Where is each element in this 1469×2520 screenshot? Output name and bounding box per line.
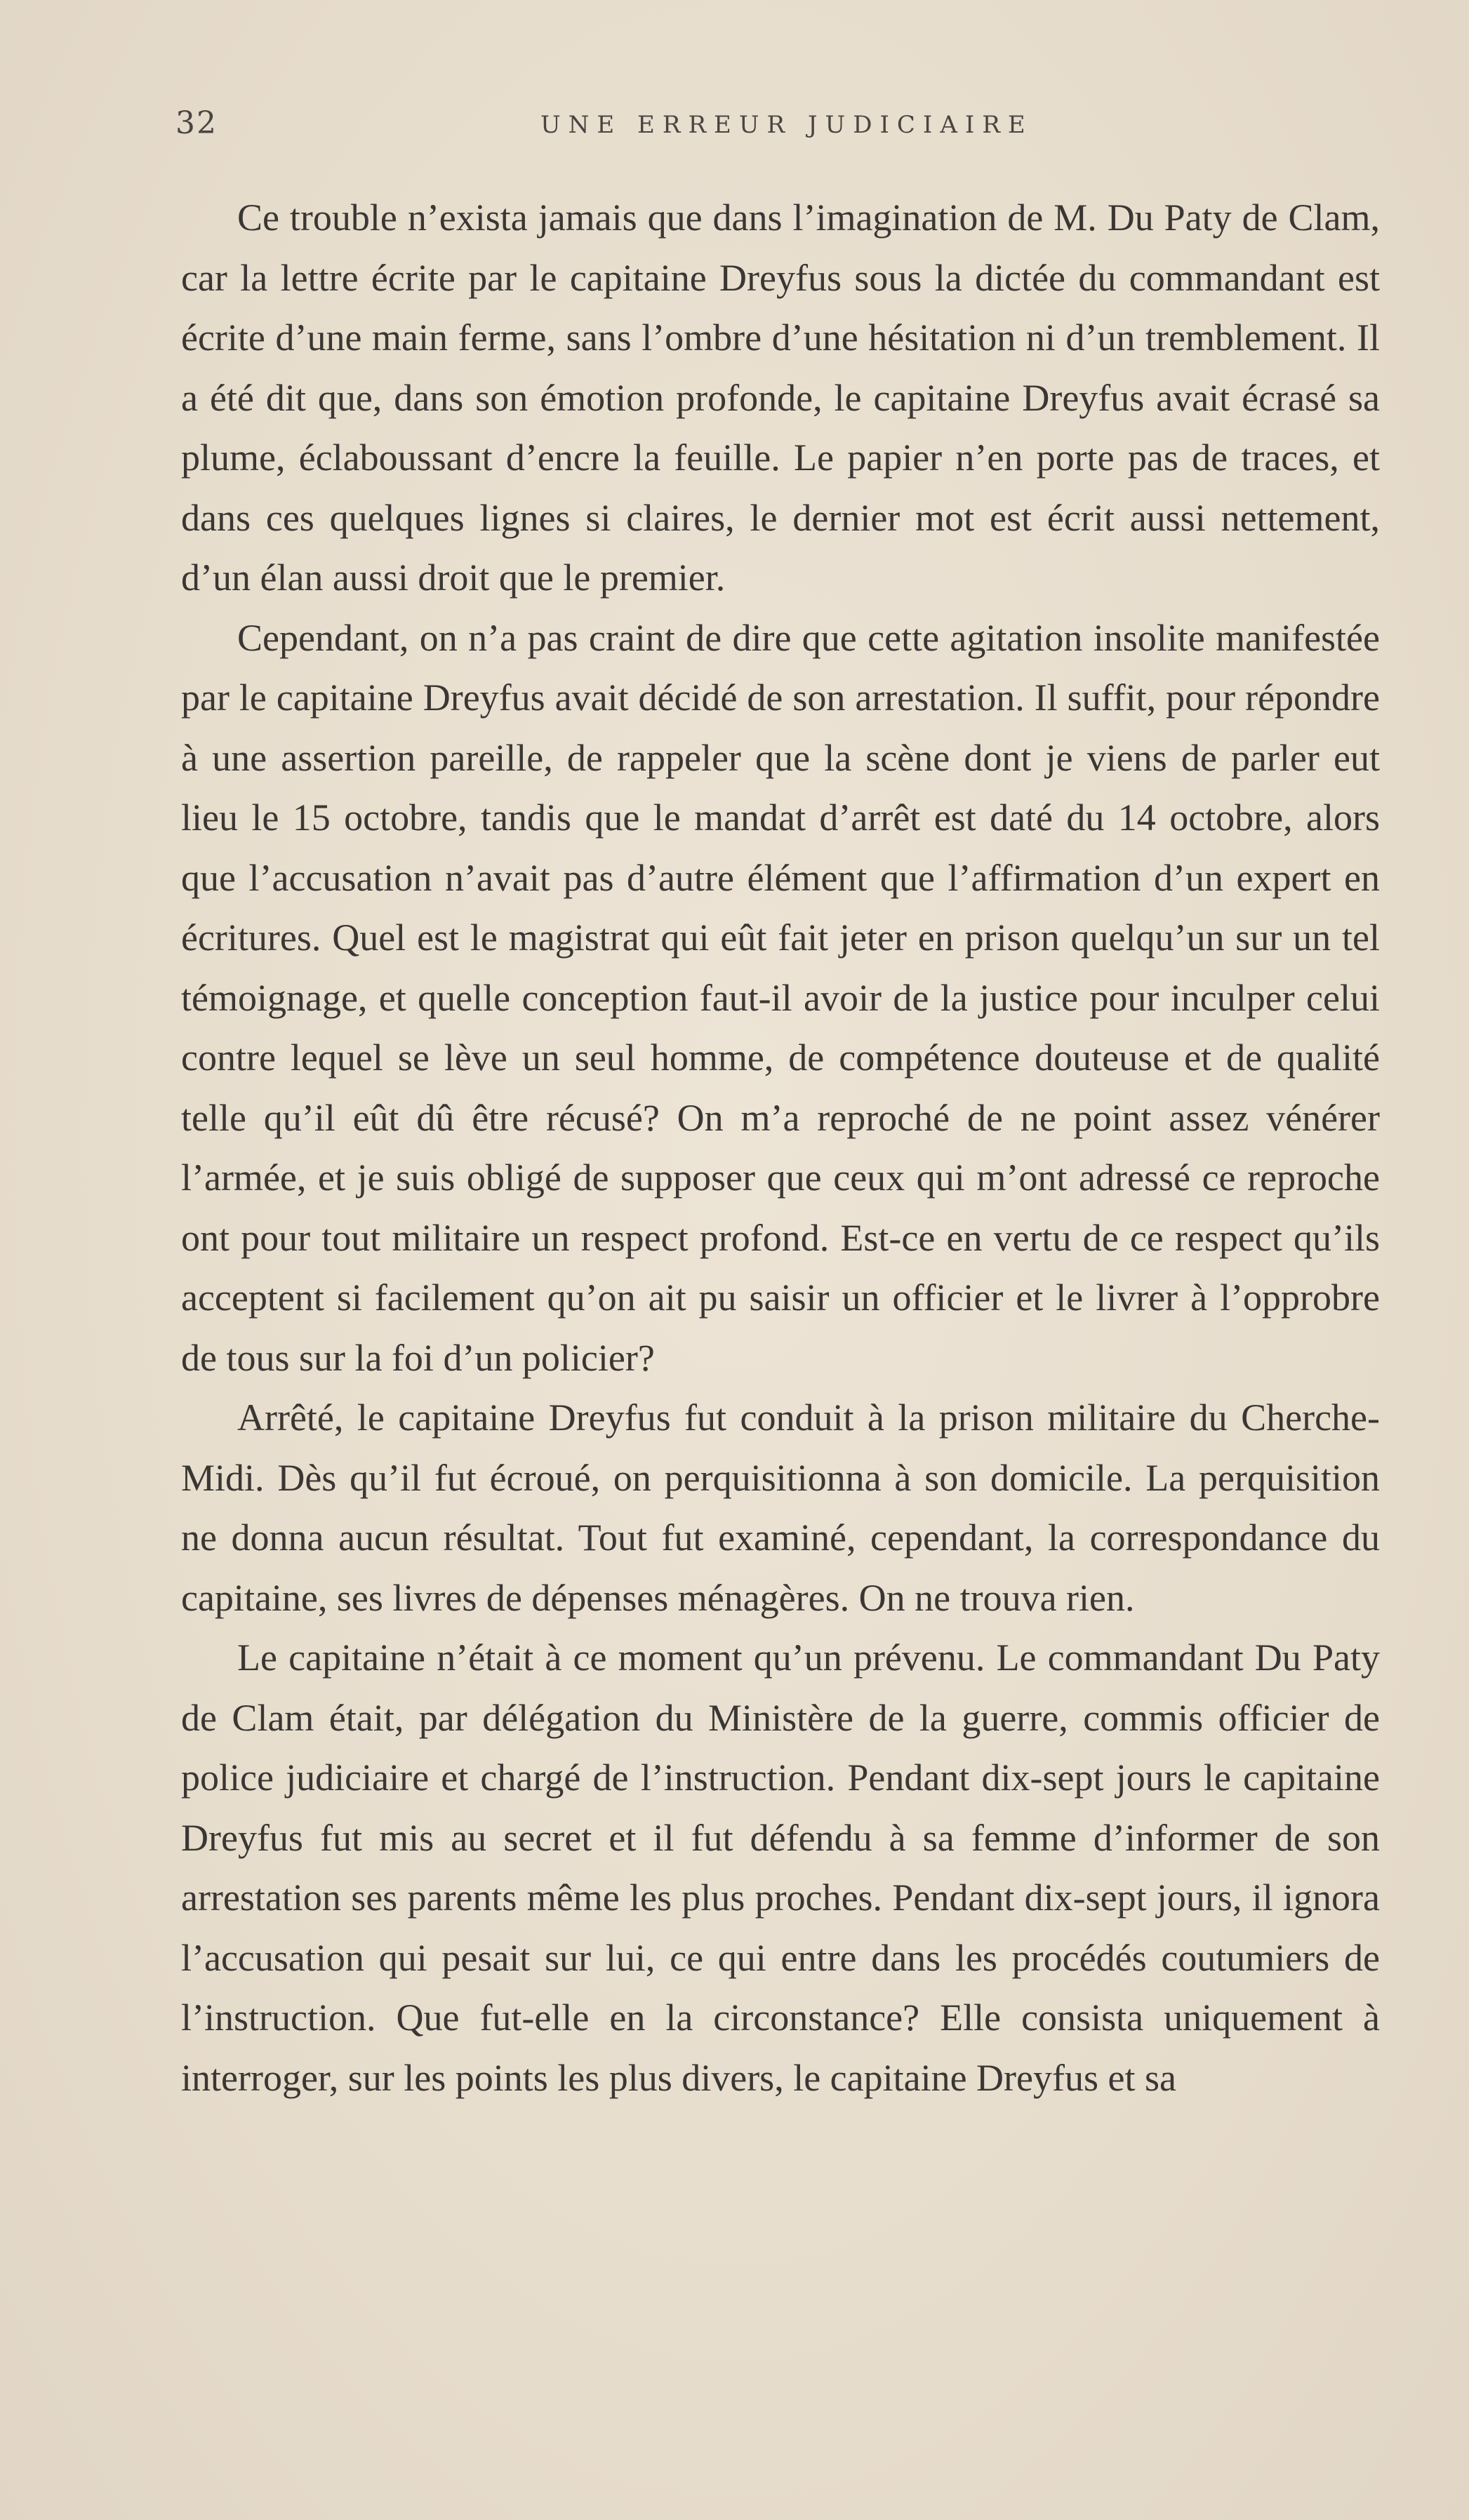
paragraph: Ce trouble n’exista jamais que dans l’imagination de M. Du Paty de Clam, car la lettre écrite par le capitaine Dreyfus sous la dictée du commandant est écrite d’une main ferme, sans l’ombre d’une hésitation ni d’un tremblement. Il a été dit que, dans son émotion profonde, le capitaine Dreyfus avait écrasé sa plume, éclaboussant d’encre la feuille. Le papier n’en porte pas de traces, et dans ces quelques lignes si claires, le dernier mot est écrit aussi nettement, d’un élan aussi droit que le premier.	[181, 196, 1380, 599]
running-title: UNE ERREUR JUDICIAIRE	[540, 111, 1033, 139]
page-header	[175, 105, 1383, 147]
paragraph: Cependant, on n’a pas craint de dire que cette agitation insolite manifestée par le capitaine Dreyfus avait décidé de son arrestation. Il suffit, pour répondre à une assertion pareille, de rappeler que la scène dont je viens de parler eut lieu le 15 octobre, tandis que le mandat d’arrêt est daté du 14 octobre, alors que l’accusation n’avait pas d’autre élément que l’affirmation d’un expert en écritures. Quel est le magistrat qui eût fait jeter en prison quelqu’un sur un tel témoignage, et quelle conception faut-il avoir de la justice pour inculper celui contre lequel se lève un seul homme, de compétence douteuse et de qualité telle qu’il eût dû être récusé? On m’a reproché de ne point assez vénérer l’armée, et je suis obligé de supposer que ceux qui m’ont adressé ce reproche ont pour tout militaire un respect profond. Est-ce en vertu de ce respect qu’ils acceptent si facilement qu’on ait pu saisir un officier et le livrer à l’opprobre de tous sur la foi d’un policier?	[181, 616, 1380, 1379]
paragraph: Le capitaine n’était à ce moment qu’un prévenu. Le commandant Du Paty de Clam était, par délégation du Ministère de la guerre, commis officier de police judiciaire et chargé de l’instruction. Pendant dix-sept jours le capitaine Dreyfus fut mis au secret et il fut défendu à sa femme d’informer de son arrestation ses parents même les plus proches. Pendant dix-sept jours, il ignora l’accusation qui pesait sur lui, ce qui entre dans les procédés coutumiers de l’instruction. Que fut-elle en la circonstance? Elle consista uniquement à interroger, sur les points les plus divers, le capitaine Dreyfus et sa	[181, 1636, 1380, 2099]
paragraph: Arrêté, le capitaine Dreyfus fut conduit à la prison militaire du Cherche-Midi. Dès qu’il fut écroué, on perquisitionna à son domicile. La perquisition ne donna aucun résultat. Tout fut examiné, cependant, la correspondance du capitaine, ses livres de dépenses ménagères. On ne trouva rien.	[181, 1396, 1380, 1619]
page-number: 32	[175, 105, 218, 141]
body-text	[181, 188, 1380, 2108]
